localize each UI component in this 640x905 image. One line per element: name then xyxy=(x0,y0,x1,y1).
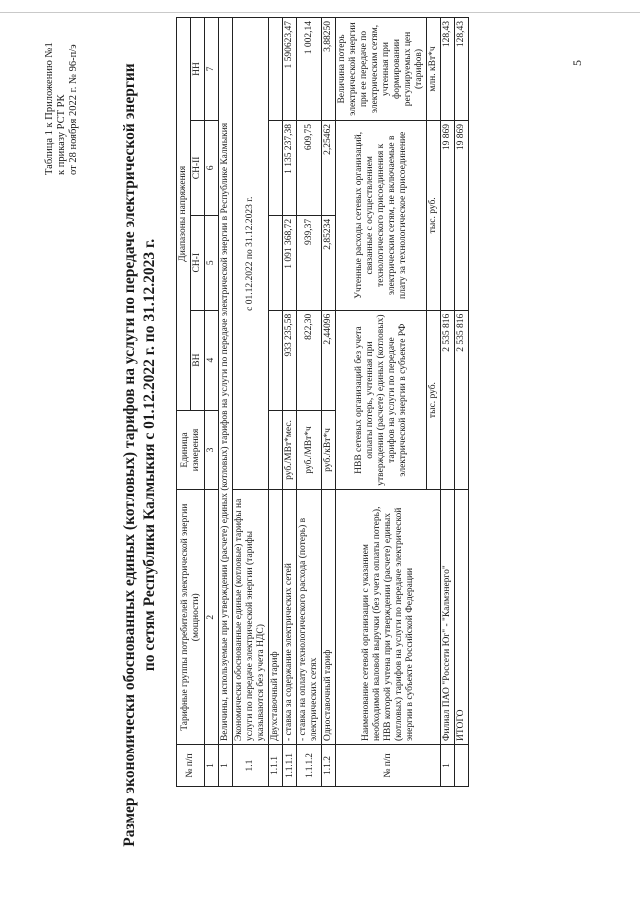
col-number: 7 xyxy=(205,18,219,121)
row-number: 1.1.1.2 xyxy=(297,745,322,787)
col-number: 6 xyxy=(205,120,219,215)
header-line-date: от 28 ноября 2022 г. № 96-п/э xyxy=(68,44,79,175)
document-header xyxy=(44,25,80,175)
org-row-costs: 19 869 xyxy=(441,120,455,310)
value-vn: 933 235,58 xyxy=(283,310,297,410)
row-text: Экономически обоснованные единые (котловые) тарифы на услуги по передаче электрической энергии (тарифы указываются без учета НДС) xyxy=(233,490,269,745)
total-nvv: 2 535 816 xyxy=(455,310,469,490)
org-header-losses: Величина потерь электрической энергии при ее передаче по электрическим сетям, учтенная при формировании регулируемых цен (тарифов) xyxy=(336,18,427,121)
total-label: ИТОГО xyxy=(455,490,469,745)
header-nn: НН xyxy=(191,18,205,121)
row-text: - ставка за содержание электрических сетей xyxy=(283,490,297,745)
col-number: 4 xyxy=(205,310,219,410)
table-row xyxy=(219,18,233,787)
row-text: Величины, используемые при утверждении (расчете) единых (котловых) тарифов на услуги по передаче электрической энергии в Республике Калмыкия xyxy=(219,18,233,745)
total-losses: 128,43 xyxy=(455,18,469,121)
org-header-num: № п/п xyxy=(336,745,441,787)
value-sn2: 2,25462 xyxy=(322,120,336,215)
org-header-name: Наименование сетевой организации с указанием необходимой валовой выручки (без учета оплаты потерь), НВВ которой учтена при утверждении (расчете) единых (котловых) тарифов на услуги по передаче электрической энергии в субъекте Российской Федерации xyxy=(336,490,441,745)
row-number: 1.1.1 xyxy=(269,745,283,787)
header-line-order: к приказу РСТ РК xyxy=(56,94,67,175)
header-sn1: СН-I xyxy=(191,215,205,310)
header-vn: ВН xyxy=(191,310,205,410)
row-text: - ставка на оплату технологического расхода (потерь) в электрических сетях xyxy=(297,490,322,745)
org-row-losses: 128,43 xyxy=(441,18,455,121)
value-nn: 1 002,14 xyxy=(297,18,322,121)
unit-cell: руб./кВт*ч xyxy=(322,410,336,490)
org-row-nvv: 2 535 816 xyxy=(441,310,455,490)
value-sn1: 1 091 368,72 xyxy=(283,215,297,310)
org-unit-losses: млн. кВт*ч xyxy=(427,18,441,121)
tariff-period: с 01.12.2022 по 31.12.2023 г. xyxy=(233,18,269,490)
table-row xyxy=(297,18,322,787)
header-num: № п/п xyxy=(177,745,205,787)
title-line-1: Размер экономически обоснованных единых (котловых) тарифов на услуги по передаче электрической энергии xyxy=(121,63,138,847)
value-sn2: 609,75 xyxy=(297,120,322,215)
header-unit: Единица измерения xyxy=(177,410,205,490)
value-vn: 822,30 xyxy=(297,310,322,410)
unit-cell: руб./МВт*ч xyxy=(297,410,322,490)
table-row xyxy=(322,18,336,787)
column-numbers-row xyxy=(205,18,219,787)
tariff-table xyxy=(176,17,469,787)
row-number: 1.1.1.1 xyxy=(283,745,297,787)
page-number: 5 xyxy=(570,60,584,66)
org-header-costs: Учтенные расходы сетевых организаций, связанные с осуществлением технологического присоединения к электрическим сетям, не включаемые в плату за технологическое присоединение xyxy=(336,120,427,310)
value-sn1: 2,85234 xyxy=(322,215,336,310)
col-number: 2 xyxy=(205,490,219,745)
table-row xyxy=(233,18,269,787)
value-vn: 2,44096 xyxy=(322,310,336,410)
unit-cell: руб./МВт*мес. xyxy=(283,410,297,490)
total-row xyxy=(455,18,469,787)
row-number: 1 xyxy=(219,745,233,787)
value-sn2: 1 135 237,38 xyxy=(283,120,297,215)
title-line-2: по сетям Республики Калмыкия с 01.12.2022 г. по 31.12.2023 г. xyxy=(141,238,158,672)
org-header-nvv: НВВ сетевых организаций без учета оплаты потерь, учтенная при утверждении (расчете) единых (котловых) тарифов на услуги по передаче электрической энергии в субъекте РФ xyxy=(336,310,427,490)
total-costs: 19 869 xyxy=(455,120,469,310)
header-sn2: СН-II xyxy=(191,120,205,215)
header-voltage: Диапазоны напряжения xyxy=(177,18,191,411)
value-nn: 1 590623,47 xyxy=(283,18,297,121)
row-text: Двухставочный тариф xyxy=(269,490,283,745)
org-row-number: 1 xyxy=(441,745,455,787)
col-number: 5 xyxy=(205,215,219,310)
col-number: 1 xyxy=(205,745,219,787)
table-header-row xyxy=(177,18,191,787)
org-row-name: Филиал ПАО "Россети Юг" - "Калмэнерго" xyxy=(441,490,455,745)
header-group: Тарифные группы потребителей электрической энергии (мощности) xyxy=(177,490,205,745)
table-row xyxy=(269,18,283,787)
table-row xyxy=(283,18,297,787)
org-unit-nvv: тыс. руб. xyxy=(427,310,441,490)
value-sn1: 939,37 xyxy=(297,215,322,310)
table-row xyxy=(441,18,455,787)
row-number: 1.1.2 xyxy=(322,745,336,787)
org-unit-costs: тыс. руб. xyxy=(427,120,441,310)
header-line-table-ref: Таблица 1 к Приложению №1 xyxy=(44,42,55,175)
org-header-row xyxy=(336,18,427,787)
row-number: 1.1 xyxy=(233,745,269,787)
row-text: Одноставочный тариф xyxy=(322,490,336,745)
col-number: 3 xyxy=(205,410,219,490)
value-nn: 3,88250 xyxy=(322,18,336,121)
document-title xyxy=(120,45,160,865)
